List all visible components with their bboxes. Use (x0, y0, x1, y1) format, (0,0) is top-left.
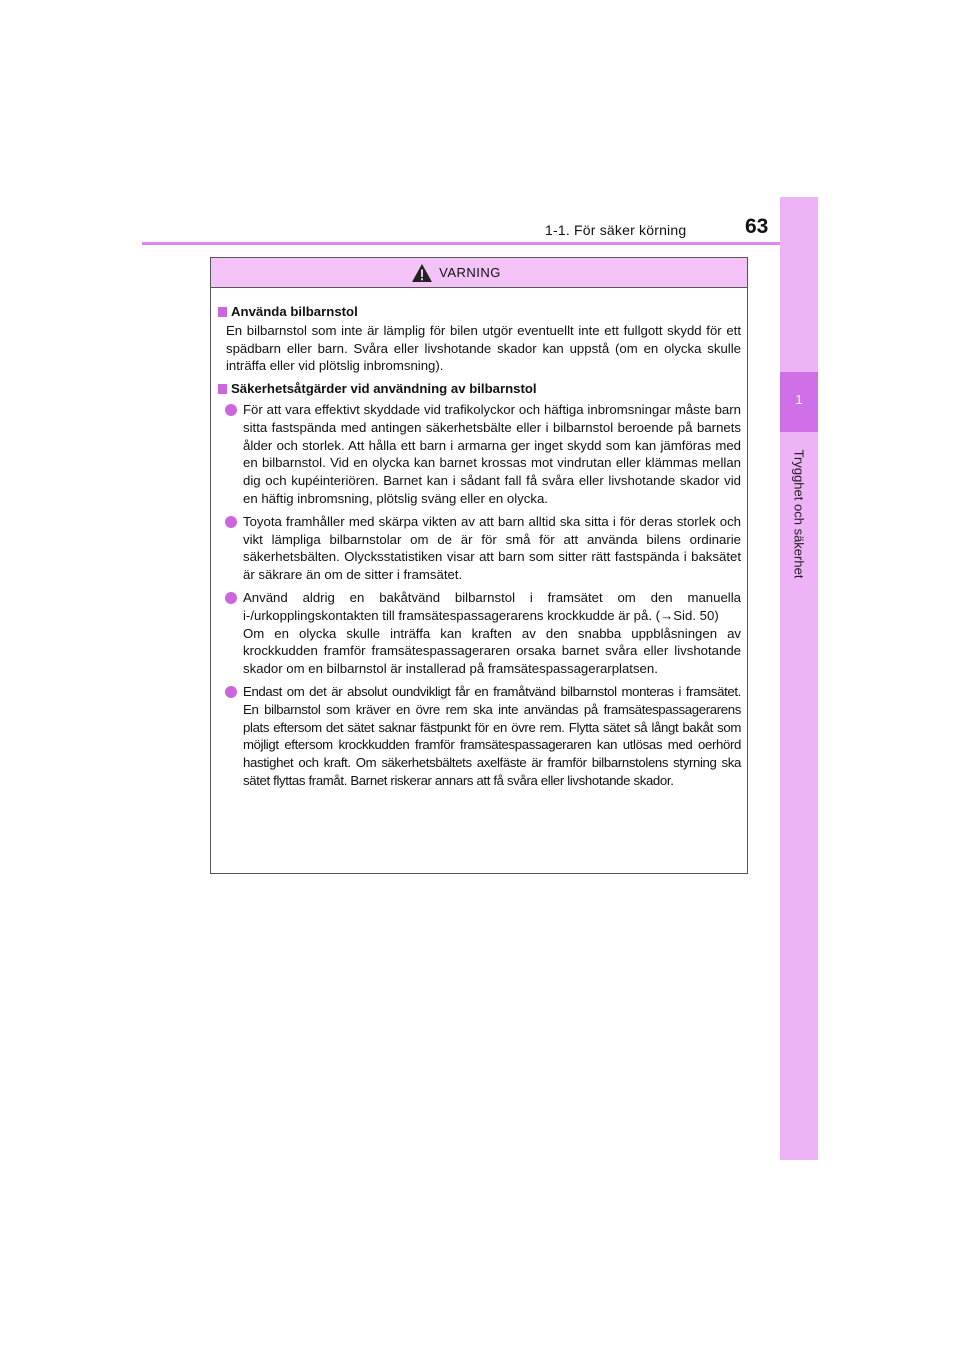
warning-header (211, 258, 747, 288)
circle-bullet-icon (225, 686, 237, 698)
list-item-text: Endast om det är absolut oundvikligt får en framåtvänd bilbarnstol monteras i framsätet. En bilbarnstol som kräver en övre rem ska inte användas på framsätespassagerarens plats eftersom det sätet saknar fästpunkt för en övre rem. Flytta sätet så långt bakåt som möjligt eftersom krockkudden framför framsätespassageraren kan utlösas med oerhörd hastighet och kraft. Om säkerhetsbältets axelfäste är framför bilbarnstolens styrning ska sätet flyttas framåt. Barnet riskerar annars att få svåra eller livshotande skador. (243, 683, 741, 788)
section-title: 1-1. För säker körning (545, 222, 687, 238)
list-item (218, 401, 741, 508)
warning-body (211, 288, 747, 790)
section-heading-text: Säkerhetsåtgärder vid användning av bilbarnstol (231, 381, 537, 397)
chapter-title: Trygghet och säkerhet (791, 449, 807, 579)
list-item (218, 513, 741, 584)
circle-bullet-icon (225, 404, 237, 416)
list-item (218, 683, 741, 790)
section-heading (218, 380, 741, 398)
list-item-text: Använd aldrig en bakåtvänd bilbarnstol i framsätet om den manuella i-/urkopplingskontakten till framsätespassagerarens krockkudde är på. (→Sid. 50) Om en olycka skulle inträffa kan kraften av den snabba uppblåsningen av krockkudden framför framsätespassageraren orsaka barnet svåra eller livshotande skador om en bilbarnstol är installerad på framsätespassagerarplatsen. (243, 589, 741, 677)
page-number: 63 (745, 215, 769, 238)
circle-bullet-icon (225, 592, 237, 604)
square-bullet-icon (218, 307, 227, 317)
warning-label: VARNING (439, 265, 501, 280)
section-text: En bilbarnstol som inte är lämplig för bilen utgör eventuellt inte ett fullgott skydd för ett spädbarn eller barn. Svåra eller livshotande skador kan uppstå (om en olycka skulle inträffa eller vid plötslig inbromsning). (226, 322, 741, 374)
list-item-text: Toyota framhåller med skärpa vikten av att barn alltid ska sitta i för deras storlek och vikt lämpliga bilbarnstolar om de är för små för att använda bilens ordinarie säkerhetsbälten. Olycksstatistiken visar att barn som sitter rätt fastspända i baksätet är säkrare än om de sitter i framsätet. (243, 513, 741, 583)
section-heading-text: Använda bilbarnstol (231, 304, 358, 319)
circle-bullet-icon (225, 516, 237, 528)
header-rule (142, 242, 818, 245)
section-heading (218, 303, 741, 321)
chapter-number: 1 (795, 392, 803, 407)
square-bullet-icon (218, 384, 227, 394)
chapter-side-tab (780, 197, 818, 1160)
warning-triangle-icon (411, 263, 433, 283)
list-item-text: För att vara effektivt skyddade vid trafikolyckor och häftiga inbromsningar måste barn sitta fastspända med antingen säkerhetsbälte eller i bilbarnstol beroende på barnets ålder och storlek. Att hålla ett barn i armarna ger inget skydd som kan jämföras med en bilbarnstol. Vid en olycka kan barnet krossas mot vindrutan eller klämmas mellan dig och kupéinteriören. Barnet kan i sådant fall få svåra eller livshotande skador vid en häftig inbromsning, plötslig sväng eller en olycka. (243, 401, 741, 506)
list-item (218, 589, 741, 678)
warning-box (210, 257, 748, 874)
